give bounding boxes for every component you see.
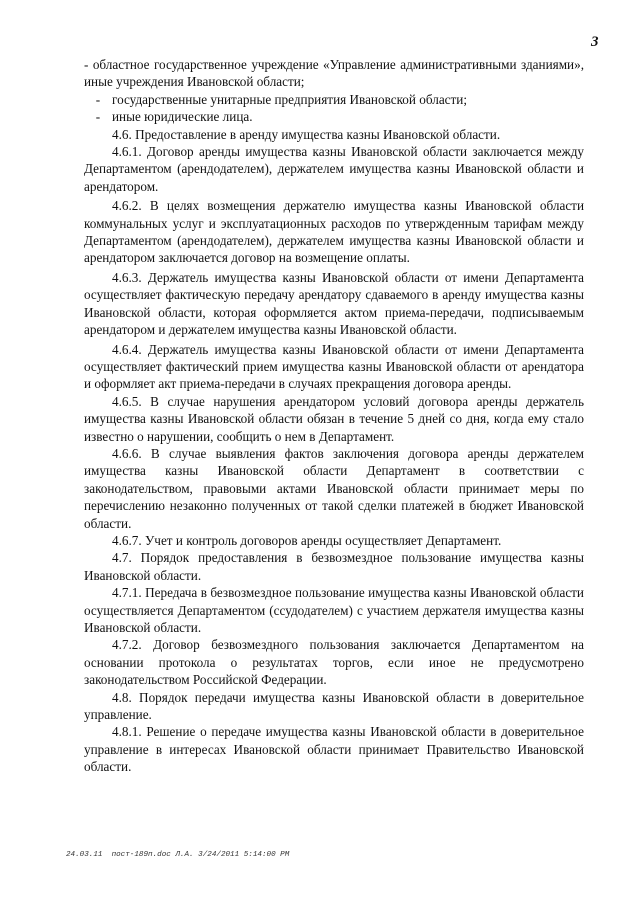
list-item [84,108,584,125]
list-item-text: государственные унитарные предприятия Ивановской области; [112,91,468,107]
list-item-text: иные юридические лица. [112,109,253,125]
clause-4-7-2: 4.7.2. Договор безвозмездного пользования заключается Департаментом на основании протокола о результатах торгов, если иное не предусмотрено законодательством Российской Федерации. [84,637,584,688]
clause-4-6-1: 4.6.1. Договор аренды имущества казны Ивановской области заключается между Департаментом (арендодателем), держателем имущества казны Ивановской области и арендатором. [84,144,584,194]
section-4-6-heading: 4.6. Предоставление в аренду имущества казны Ивановской области. [112,126,501,142]
clause-4-6-6: 4.6.6. В случае выявления фактов заключения договора аренды держателем имущества казны Ивановской области Департамент в соответствии с законодательством, правовыми актами Ивановской области принимает меры по перечислению незаконно полученных от такой сделки платежей в бюджет Ивановской области. [84,445,584,531]
document-footer: 24.03.11 пост-189п.doc Л.А. 3/24/2011 5:14:00 PM [66,851,290,859]
dash-bullet: - [95,109,101,125]
document-body [84,56,584,776]
list-item [84,91,584,108]
paragraph-orgs: - областное государственное учреждение «Управление административными зданиями», иные учреждения Ивановской области; [84,57,584,90]
section-4-8-heading: 4.8. Порядок передачи имущества казны Ивановской области в доверительное управление. [84,689,584,723]
clause-4-7-1: 4.7.1. Передача в безвозмездное пользование имущества казны Ивановской области осуществляется Департаментом (ссудодателем) с участием держателя имущества казны Ивановской области. [84,585,584,635]
clause-4-6-5: 4.6.5. В случае нарушения арендатором условий договора аренды держатель имущества казны Ивановской области обязан в течение 5 дней со дня, когда ему стало известно о нарушении, сообщить о нем в Департамент. [84,393,584,444]
section-4-7-heading: 4.7. Порядок предоставления в безвозмездное пользование имущества казны Ивановской области. [84,550,584,583]
dash-bullet: - [95,91,101,107]
page-number: 3 [591,34,599,50]
clause-4-6-7: 4.6.7. Учет и контроль договоров аренды осуществляет Департамент. [112,532,502,548]
clause-4-8-1: 4.8.1. Решение о передаче имущества казны Ивановской области в доверительное управление в интересах Ивановской области принимает Правительство Ивановской области. [84,724,584,775]
clause-4-6-2: 4.6.2. В целях возмещения держателю имущества казны Ивановской области коммунальных услуг и эксплуатационных расходов по утвержденным тарифам между Департаментом (арендодателем), держателем имущества казны Ивановской области и арендатором заключается договор на возмещение оплаты. [84,198,584,266]
clause-4-6-4: 4.6.4. Держатель имущества казны Ивановской области от имени Департамента осуществляет фактический прием имущества казны Ивановской области от арендатора и оформляет акт приема-передачи в случаях прекращения договора аренды. [84,341,584,392]
clause-4-6-3: 4.6.3. Держатель имущества казны Ивановской области от имени Департамента осуществляет фактическую передачу арендатору сдаваемого в аренду имущества казны Ивановской области, которая оформляется актом приема-передачи, подписываемым арендатором и держателем имущества казны Ивановской области. [84,269,584,338]
